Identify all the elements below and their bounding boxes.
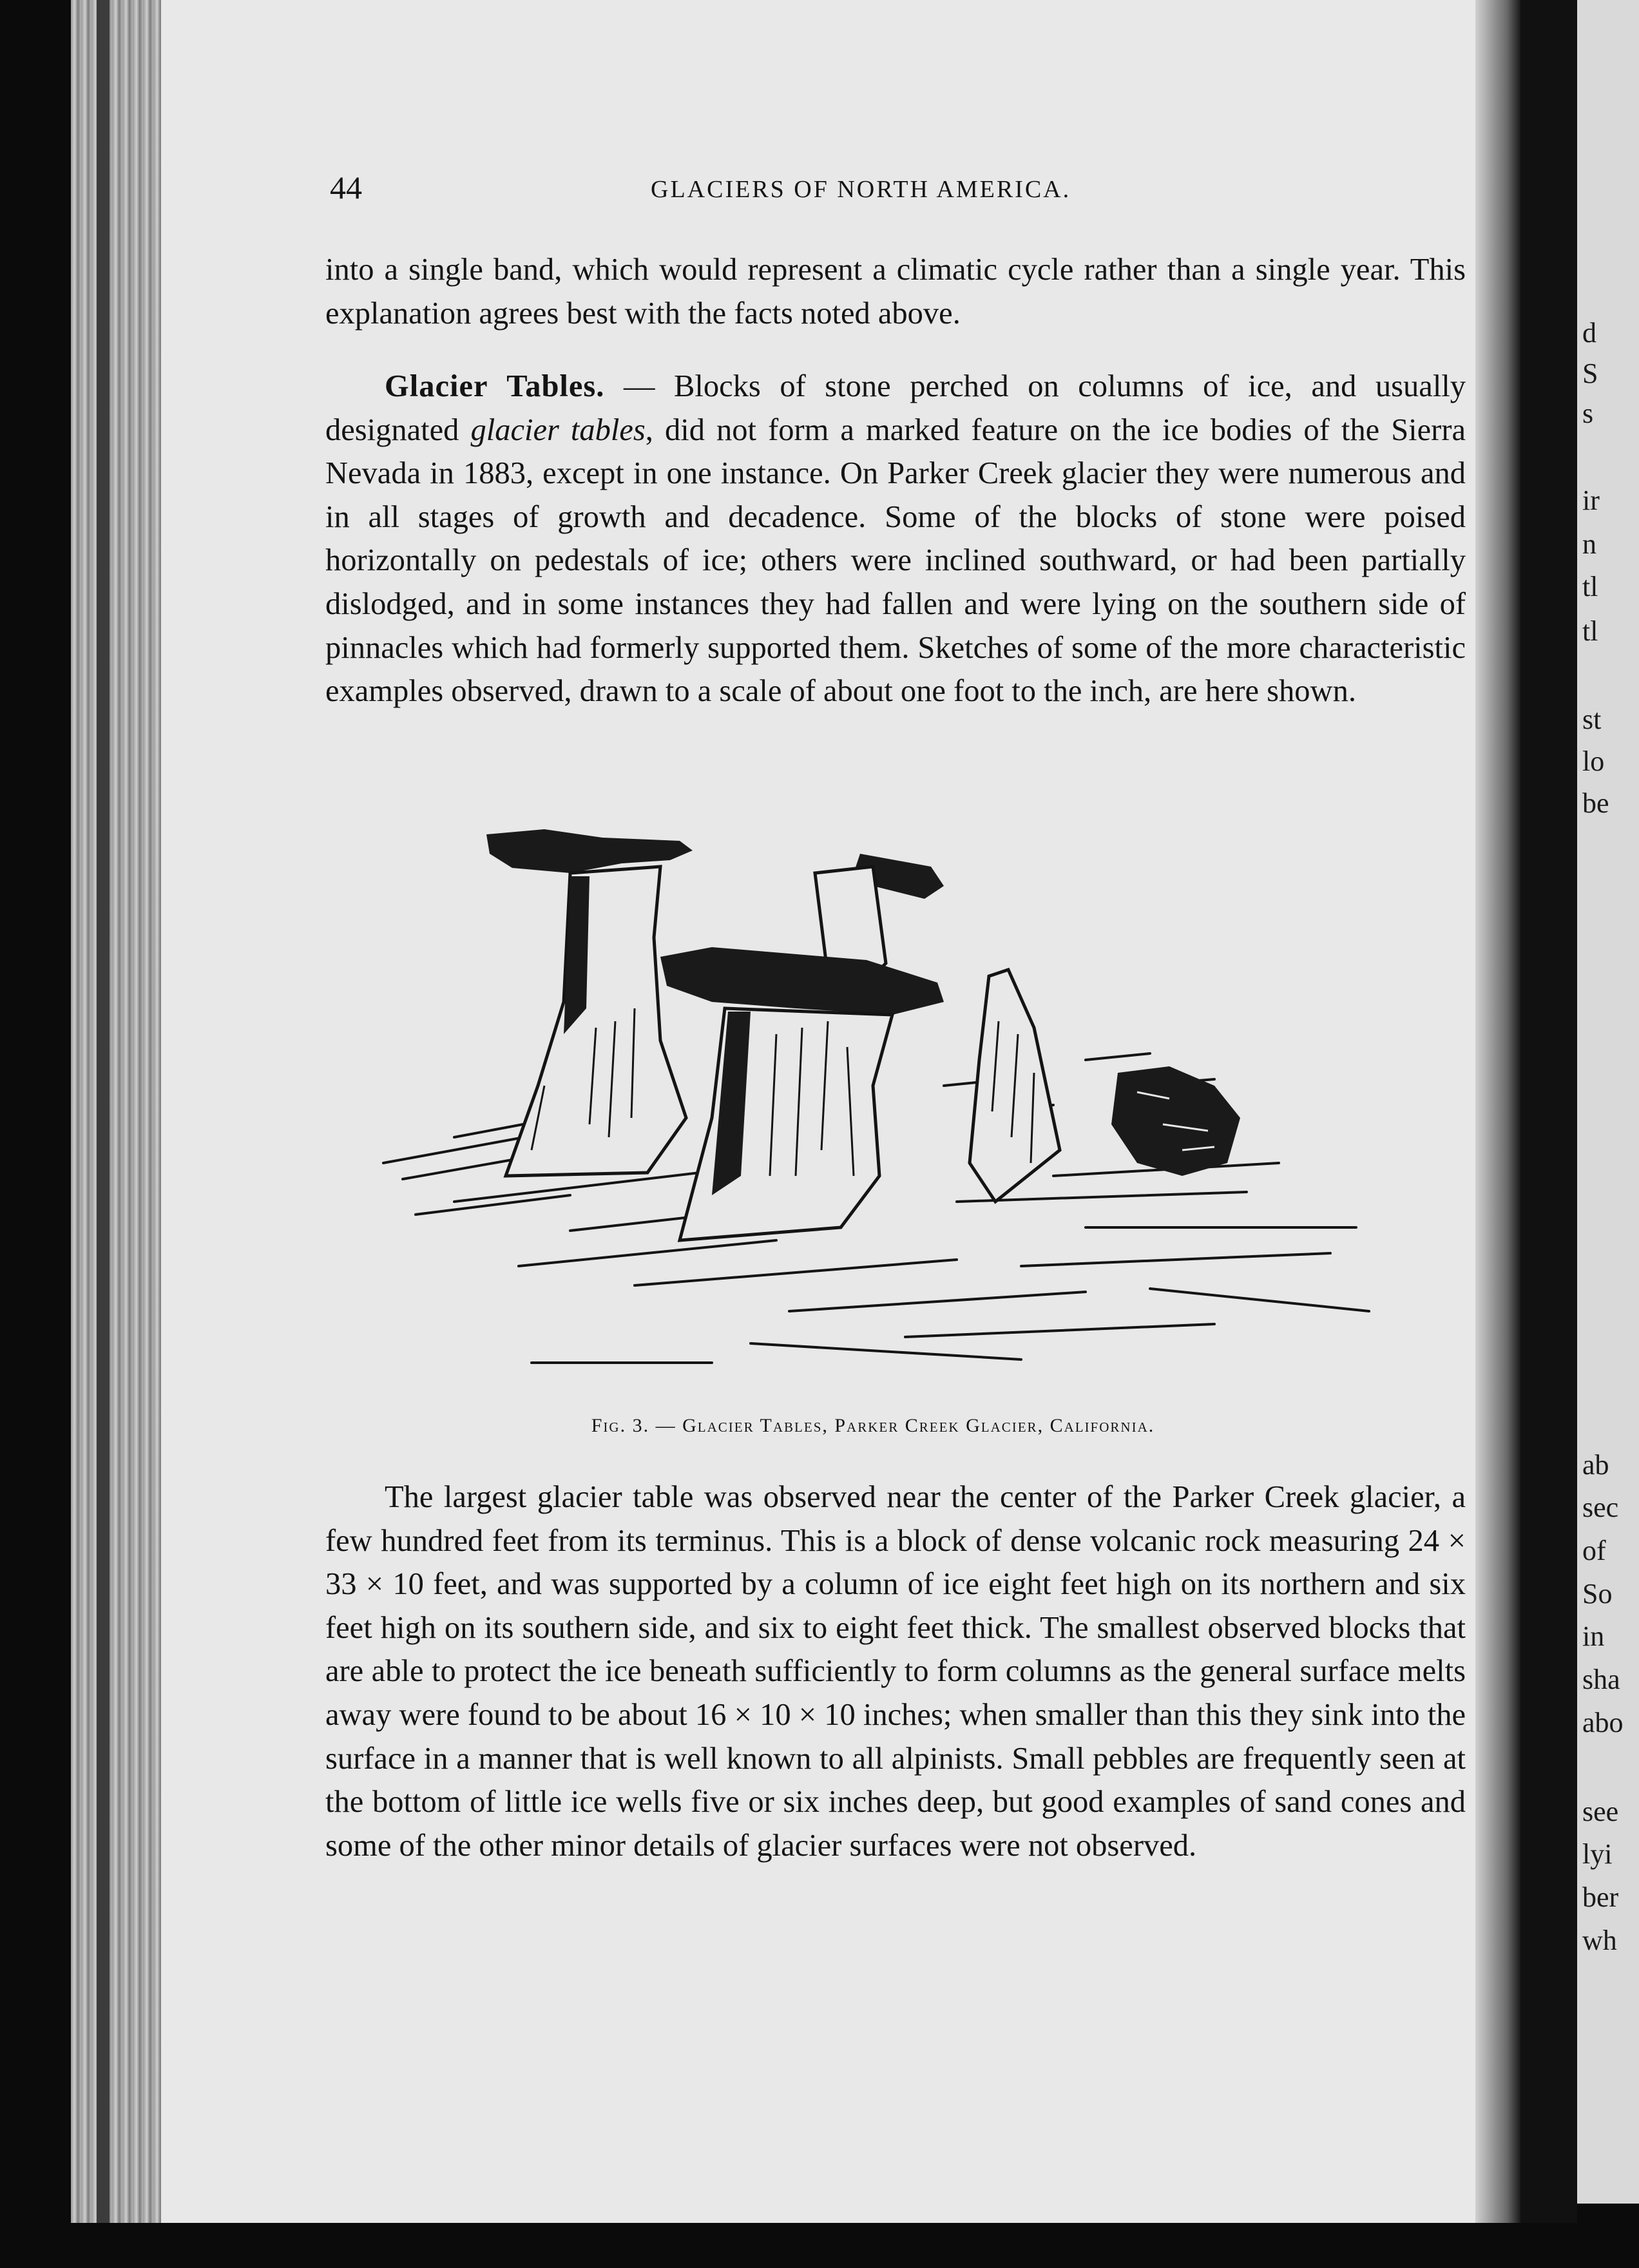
facing-page-text: tl [1582, 571, 1598, 602]
facing-page-text: S [1582, 358, 1598, 389]
paragraph-glacier-tables [325, 365, 1466, 713]
scan-border-bottom [0, 2223, 1639, 2268]
facing-page-text: tl [1582, 615, 1598, 647]
glacier-table-left [486, 829, 693, 1176]
paragraph-largest-table: The largest glacier table was observed near the center of the Parker Creek glacier, a few hundred feet from its terminus. This is a block of dense volcanic rock measuring 24 × 33 × 10 feet, and was supported by a column of ice eight feet high on its northern and six feet high on its southern side, and six to eight feet thick. The smallest observed blocks that are able to protect the ice beneath sufficiently to form columns as the general surface melts away were found to be about 16 × 10 × 10 inches; when smaller than this they sink into the surface in a manner that is well known to all alpinists. Small pebbles are frequently seen at the bottom of little ice wells five or six inches deep, but good examples of sand cones and some of the other minor details of glacier surfaces were not observed. [325, 1480, 1466, 1863]
glacier-table-front [660, 947, 944, 1240]
figure-caption: Fig. 3. — Glacier Tables, Parker Creek Glacier, California. [591, 1415, 1155, 1436]
facing-page-fragment [1577, 0, 1639, 2204]
facing-page-text: n [1582, 528, 1596, 560]
facing-page-text: in [1582, 1620, 1605, 1652]
book-edge-shadow [97, 0, 110, 2268]
facing-page-text: sha [1582, 1664, 1620, 1695]
running-head: GLACIERS OF NORTH AMERICA. [651, 176, 1071, 203]
paragraph-text: Blocks of stone perched on columns of ice, and usually designated [325, 369, 1466, 447]
facing-page-text: of [1582, 1535, 1606, 1566]
facing-page-text: sec [1582, 1492, 1619, 1523]
facing-page-text: d [1582, 317, 1596, 349]
book-page-edges [71, 0, 161, 2268]
figure-glacier-tables-illustration [377, 815, 1388, 1382]
facing-page-text: ab [1582, 1449, 1609, 1481]
glacier-tables-sketch [377, 815, 1388, 1382]
paragraph-text: , did not form a marked feature on the ice bodies of the Sierra Nevada in 1883, except in one instance. On Parker Creek glacier they were numerous and in all stages of growth and decadence. Some of the blocks of stone were poised horizontally on pedestals of ice; others were inclined southward, or had been partially dislodged, and in some instances they had fallen and were lying on the southern side of pinnacles which had formerly supported them. Sketches of some of the more characteristic examples observed, drawn to a scale of about one foot to the inch, are here shown. [325, 412, 1466, 709]
italic-term: glacier tables [470, 412, 646, 447]
fallen-boulder [1111, 1066, 1240, 1176]
facing-page-text: st [1582, 704, 1602, 735]
heading-dash: — [604, 369, 675, 403]
facing-page-text: lyi [1582, 1838, 1613, 1870]
book-gutter [1520, 0, 1577, 2268]
ice-pinnacle-right [970, 970, 1060, 1202]
section-heading: Glacier Tables. [385, 369, 605, 403]
facing-page-text: wh [1582, 1925, 1617, 1956]
facing-page-text: abo [1582, 1707, 1624, 1738]
facing-page-text: s [1582, 398, 1594, 429]
facing-page-text: be [1582, 787, 1609, 819]
page-gutter-shadow [1475, 0, 1520, 2223]
page-header [322, 169, 1456, 207]
facing-page-text: lo [1582, 745, 1605, 777]
facing-page-text: ir [1582, 485, 1600, 516]
facing-page-text: see [1582, 1796, 1619, 1827]
facing-page-text: So [1582, 1578, 1613, 1610]
page-number: 44 [330, 169, 362, 206]
paragraph-continuation: into a single band, which would represent a climatic cycle rather than a single year. This explanation agrees best with the facts noted above. [325, 253, 1466, 331]
facing-page-text: ber [1582, 1881, 1619, 1913]
